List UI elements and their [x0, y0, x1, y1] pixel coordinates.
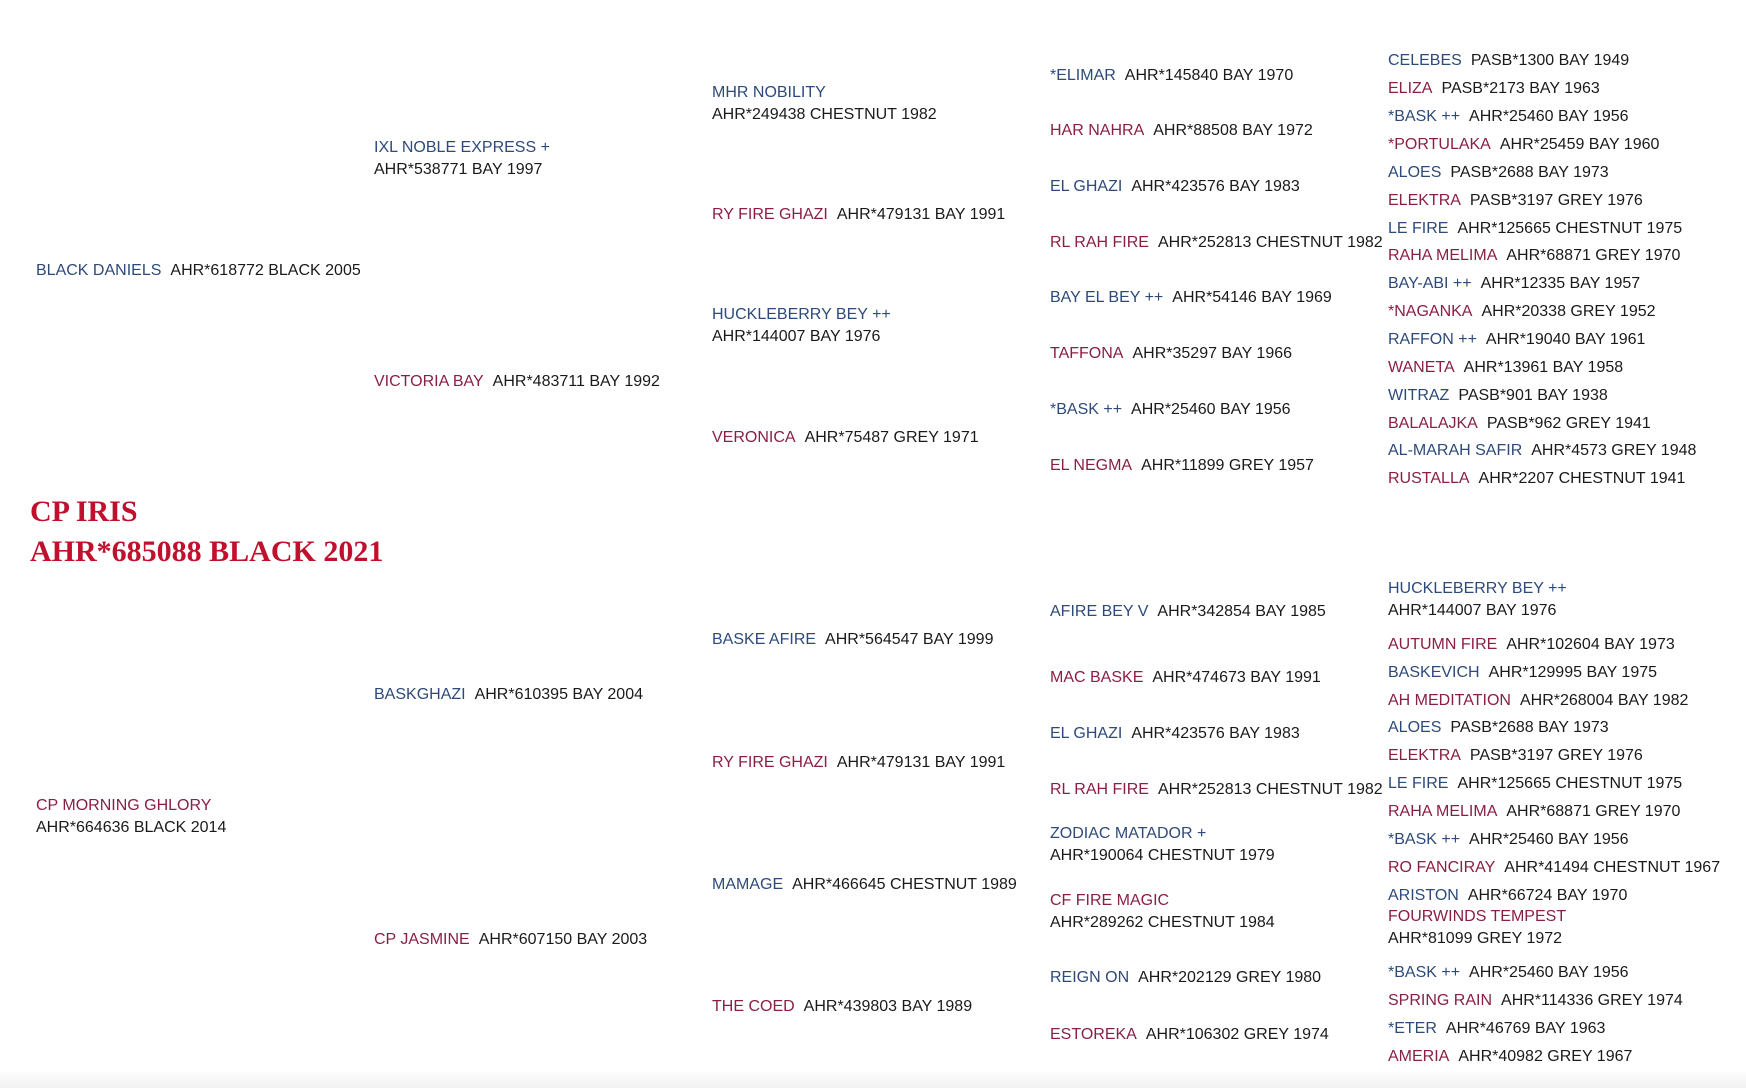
horse-name: RO FANCIRAY	[1388, 859, 1496, 876]
horse-name: RY FIRE GHAZI	[712, 754, 828, 771]
pedigree-entry	[1388, 1046, 1632, 1068]
pedigree-entry	[1388, 578, 1567, 622]
horse-registration: AHR*252813 CHESTNUT 1982	[1157, 234, 1383, 251]
horse-registration: PASB*1300 BAY 1949	[1470, 52, 1630, 69]
pedigree-entry	[1050, 779, 1383, 801]
horse-registration: PASB*2688 BAY 1973	[1450, 164, 1609, 181]
pedigree-entry	[1050, 455, 1314, 477]
horse-registration: AHR*68871 GREY 1970	[1506, 247, 1681, 264]
pedigree-entry	[1050, 1024, 1329, 1046]
pedigree-entry	[1050, 890, 1275, 934]
horse-name: ALOES	[1388, 164, 1442, 181]
horse-name: BAY-ABI ++	[1388, 275, 1472, 292]
pedigree-entry	[712, 874, 1017, 896]
pedigree-entry	[1388, 717, 1609, 739]
pedigree-entry	[1388, 329, 1645, 351]
pedigree-entry	[1388, 634, 1675, 656]
horse-registration: AHR*125665 CHESTNUT 1975	[1457, 220, 1683, 237]
horse-name: BAY EL BEY ++	[1050, 289, 1164, 306]
horse-registration: AHR*664636 BLACK 2014	[36, 819, 227, 836]
horse-name: ELIZA	[1388, 80, 1433, 97]
pedigree-entry	[1388, 78, 1600, 100]
horse-name: ELEKTRA	[1388, 192, 1461, 209]
pedigree-entry	[712, 82, 937, 126]
pedigree-entry	[1388, 273, 1640, 295]
horse-name: BASKGHAZI	[374, 686, 466, 703]
pedigree-entry	[1388, 745, 1643, 767]
pedigree-entry	[1050, 399, 1291, 421]
pedigree-entry	[1388, 218, 1682, 240]
pedigree-entry	[374, 684, 643, 706]
horse-registration: AHR*439803 BAY 1989	[803, 998, 973, 1015]
pedigree-entry	[1388, 1018, 1605, 1040]
horse-name: AMERIA	[1388, 1048, 1450, 1065]
pedigree-entry	[1388, 962, 1629, 984]
horse-registration: AHR*25460 BAY 1956	[1469, 831, 1629, 848]
horse-registration: AHR*618772 BLACK 2005	[170, 262, 361, 279]
horse-registration: AHR*25460 BAY 1956	[1469, 108, 1629, 125]
horse-registration: AHR*423576 BAY 1983	[1131, 725, 1300, 742]
horse-name: *ETER	[1388, 1020, 1437, 1037]
horse-name: *PORTULAKA	[1388, 136, 1491, 153]
horse-registration: PASB*2688 BAY 1973	[1450, 719, 1609, 736]
horse-name: LE FIRE	[1388, 220, 1449, 237]
horse-registration: AHR*41494 CHESTNUT 1967	[1504, 859, 1721, 876]
horse-name: HUCKLEBERRY BEY ++	[1388, 580, 1567, 597]
pedigree-entry	[1050, 601, 1326, 623]
horse-registration: AHR*19040 BAY 1961	[1485, 331, 1646, 348]
pedigree-entry	[712, 629, 993, 651]
horse-registration: AHR*12335 BAY 1957	[1480, 275, 1641, 292]
horse-name: EL GHAZI	[1050, 725, 1123, 742]
horse-name: FOURWINDS TEMPEST	[1388, 908, 1567, 925]
horse-name: THE COED	[712, 998, 795, 1015]
pedigree-entry	[1388, 906, 1566, 950]
horse-registration: PASB*3197 GREY 1976	[1469, 192, 1643, 209]
horse-registration: AHR*75487 GREY 1971	[804, 429, 979, 446]
pedigree-entry	[1388, 801, 1680, 823]
horse-registration: AHR*2207 CHESTNUT 1941	[1478, 470, 1686, 487]
pedigree-entry	[712, 996, 972, 1018]
pedigree-entry	[36, 795, 226, 839]
horse-name: *BASK ++	[1050, 401, 1123, 418]
horse-registration: AHR*54146 BAY 1969	[1172, 289, 1332, 306]
horse-name: BASKEVICH	[1388, 664, 1480, 681]
pedigree-entry	[1050, 176, 1300, 198]
horse-registration: AHR*40982 GREY 1967	[1458, 1048, 1633, 1065]
horse-registration: AHR*483711 BAY 1992	[492, 373, 660, 390]
subject-registration: AHR*685088 BLACK 2021	[30, 535, 384, 568]
pedigree-entry	[374, 929, 647, 951]
horse-registration: PASB*901 BAY 1938	[1458, 387, 1608, 404]
pedigree-entry	[1388, 690, 1688, 712]
horse-name: EL GHAZI	[1050, 178, 1123, 195]
pedigree-entry	[36, 260, 361, 282]
horse-registration: AHR*607150 BAY 2003	[478, 931, 648, 948]
pedigree-entry	[1050, 232, 1383, 254]
pedigree-entry	[1388, 662, 1657, 684]
horse-name: *ELIMAR	[1050, 67, 1116, 84]
horse-registration: AHR*479131 BAY 1991	[836, 754, 1006, 771]
horse-registration: AHR*129995 BAY 1975	[1488, 664, 1658, 681]
horse-name: *BASK ++	[1388, 108, 1461, 125]
pedigree-entry	[1388, 357, 1623, 379]
horse-registration: AHR*474673 BAY 1991	[1152, 669, 1321, 686]
horse-name: AUTUMN FIRE	[1388, 636, 1498, 653]
horse-name: CP JASMINE	[374, 931, 470, 948]
horse-name: SPRING RAIN	[1388, 992, 1493, 1009]
pedigree-entry	[1388, 245, 1680, 267]
pedigree-entry	[1388, 190, 1643, 212]
bottom-fade	[0, 1070, 1746, 1088]
horse-name: HAR NAHRA	[1050, 122, 1145, 139]
horse-name: RY FIRE GHAZI	[712, 206, 828, 223]
horse-name: WANETA	[1388, 359, 1455, 376]
pedigree-entry	[712, 204, 1005, 226]
horse-registration: AHR*46769 BAY 1963	[1445, 1020, 1606, 1037]
pedigree-entry	[712, 427, 979, 449]
horse-name: BASKE AFIRE	[712, 631, 817, 648]
horse-registration: AHR*479131 BAY 1991	[836, 206, 1006, 223]
horse-registration: AHR*106302 GREY 1974	[1145, 1026, 1329, 1043]
horse-registration: AHR*466645 CHESTNUT 1989	[792, 876, 1017, 893]
pedigree-entry	[1388, 773, 1682, 795]
pedigree-entry	[1050, 120, 1313, 142]
pedigree-entry	[374, 371, 660, 393]
horse-name: RL RAH FIRE	[1050, 781, 1149, 798]
horse-name: TAFFONA	[1050, 345, 1124, 362]
horse-name: *NAGANKA	[1388, 303, 1473, 320]
horse-registration: AHR*102604 BAY 1973	[1506, 636, 1675, 653]
horse-registration: AHR*423576 BAY 1983	[1131, 178, 1300, 195]
horse-name: EL NEGMA	[1050, 457, 1133, 474]
pedigree-entry	[1050, 287, 1332, 309]
horse-registration: AHR*13961 BAY 1958	[1463, 359, 1624, 376]
pedigree-entry	[712, 304, 891, 348]
horse-registration: AHR*11899 GREY 1957	[1141, 457, 1314, 474]
pedigree-entry	[1388, 50, 1629, 72]
horse-registration: AHR*564547 BAY 1999	[825, 631, 994, 648]
horse-name: WITRAZ	[1388, 387, 1450, 404]
horse-name: CP MORNING GHLORY	[36, 797, 212, 814]
horse-name: BALALAJKA	[1388, 415, 1478, 432]
horse-registration: PASB*3197 GREY 1976	[1469, 747, 1643, 764]
horse-registration: AHR*342854 BAY 1985	[1157, 603, 1326, 620]
pedigree-entry	[712, 752, 1005, 774]
horse-name: IXL NOBLE EXPRESS +	[374, 139, 550, 156]
horse-registration: AHR*25459 BAY 1960	[1499, 136, 1660, 153]
horse-registration: AHR*20338 GREY 1952	[1481, 303, 1656, 320]
pedigree-entry	[1050, 343, 1292, 365]
horse-name: CELEBES	[1388, 52, 1462, 69]
horse-name: RAFFON ++	[1388, 331, 1477, 348]
pedigree-entry	[1388, 829, 1629, 851]
pedigree-entry	[1388, 385, 1608, 407]
horse-registration: AHR*66724 BAY 1970	[1467, 887, 1628, 904]
horse-name: AL-MARAH SAFIR	[1388, 442, 1523, 459]
horse-name: RUSTALLA	[1388, 470, 1470, 487]
horse-registration: AHR*114336 GREY 1974	[1501, 992, 1683, 1009]
horse-registration: AHR*202129 GREY 1980	[1138, 969, 1322, 986]
horse-registration: AHR*268004 BAY 1982	[1519, 692, 1689, 709]
horse-registration: AHR*68871 GREY 1970	[1506, 803, 1681, 820]
horse-registration: AHR*4573 GREY 1948	[1531, 442, 1697, 459]
horse-registration: AHR*190064 CHESTNUT 1979	[1050, 847, 1275, 864]
horse-registration: AHR*88508 BAY 1972	[1153, 122, 1313, 139]
horse-name: RAHA MELIMA	[1388, 803, 1498, 820]
horse-registration: AHR*538771 BAY 1997	[374, 161, 543, 178]
horse-name: MAC BASKE	[1050, 669, 1144, 686]
subject-horse	[30, 492, 383, 572]
horse-registration: AHR*144007 BAY 1976	[1388, 602, 1557, 619]
pedigree-entry	[1388, 301, 1656, 323]
horse-name: *BASK ++	[1388, 831, 1461, 848]
pedigree-entry	[1388, 106, 1629, 128]
pedigree-entry	[1388, 468, 1685, 490]
horse-name: LE FIRE	[1388, 775, 1449, 792]
horse-registration: AHR*81099 GREY 1972	[1388, 930, 1563, 947]
horse-registration: AHR*25460 BAY 1956	[1131, 401, 1291, 418]
horse-name: MHR NOBILITY	[712, 84, 826, 101]
pedigree-entry	[1050, 65, 1293, 87]
horse-name: ZODIAC MATADOR +	[1050, 825, 1207, 842]
pedigree-entry	[1388, 857, 1720, 879]
horse-name: MAMAGE	[712, 876, 784, 893]
horse-name: HUCKLEBERRY BEY ++	[712, 306, 891, 323]
pedigree-entry	[1388, 162, 1609, 184]
horse-name: BLACK DANIELS	[36, 262, 162, 279]
horse-name: ELEKTRA	[1388, 747, 1461, 764]
pedigree-entry	[1388, 990, 1683, 1012]
pedigree-entry	[1388, 134, 1659, 156]
pedigree-entry	[1388, 885, 1627, 907]
horse-name: AH MEDITATION	[1388, 692, 1511, 709]
pedigree-entry	[1388, 440, 1696, 462]
horse-name: *BASK ++	[1388, 964, 1461, 981]
horse-name: ESTOREKA	[1050, 1026, 1137, 1043]
horse-name: RAHA MELIMA	[1388, 247, 1498, 264]
horse-registration: AHR*35297 BAY 1966	[1132, 345, 1293, 362]
horse-name: REIGN ON	[1050, 969, 1130, 986]
horse-name: VICTORIA BAY	[374, 373, 484, 390]
horse-registration: PASB*2173 BAY 1963	[1441, 80, 1600, 97]
pedigree-entry	[1388, 413, 1651, 435]
pedigree-entry	[1050, 667, 1321, 689]
horse-name: CF FIRE MAGIC	[1050, 892, 1170, 909]
horse-registration: AHR*25460 BAY 1956	[1469, 964, 1629, 981]
horse-registration: AHR*610395 BAY 2004	[474, 686, 643, 703]
horse-registration: PASB*962 GREY 1941	[1486, 415, 1651, 432]
horse-registration: AHR*125665 CHESTNUT 1975	[1457, 775, 1683, 792]
horse-registration: AHR*289262 CHESTNUT 1984	[1050, 914, 1275, 931]
horse-registration: AHR*252813 CHESTNUT 1982	[1157, 781, 1383, 798]
subject-name: CP IRIS	[30, 495, 138, 528]
pedigree-entry	[374, 137, 550, 181]
horse-name: ARISTON	[1388, 887, 1459, 904]
horse-registration: AHR*249438 CHESTNUT 1982	[712, 106, 937, 123]
pedigree-entry	[1050, 723, 1300, 745]
horse-registration: AHR*145840 BAY 1970	[1124, 67, 1294, 84]
horse-registration: AHR*144007 BAY 1976	[712, 328, 881, 345]
horse-name: ALOES	[1388, 719, 1442, 736]
horse-name: RL RAH FIRE	[1050, 234, 1149, 251]
pedigree-entry	[1050, 823, 1275, 867]
horse-name: VERONICA	[712, 429, 796, 446]
horse-name: AFIRE BEY V	[1050, 603, 1149, 620]
pedigree-entry	[1050, 967, 1321, 989]
